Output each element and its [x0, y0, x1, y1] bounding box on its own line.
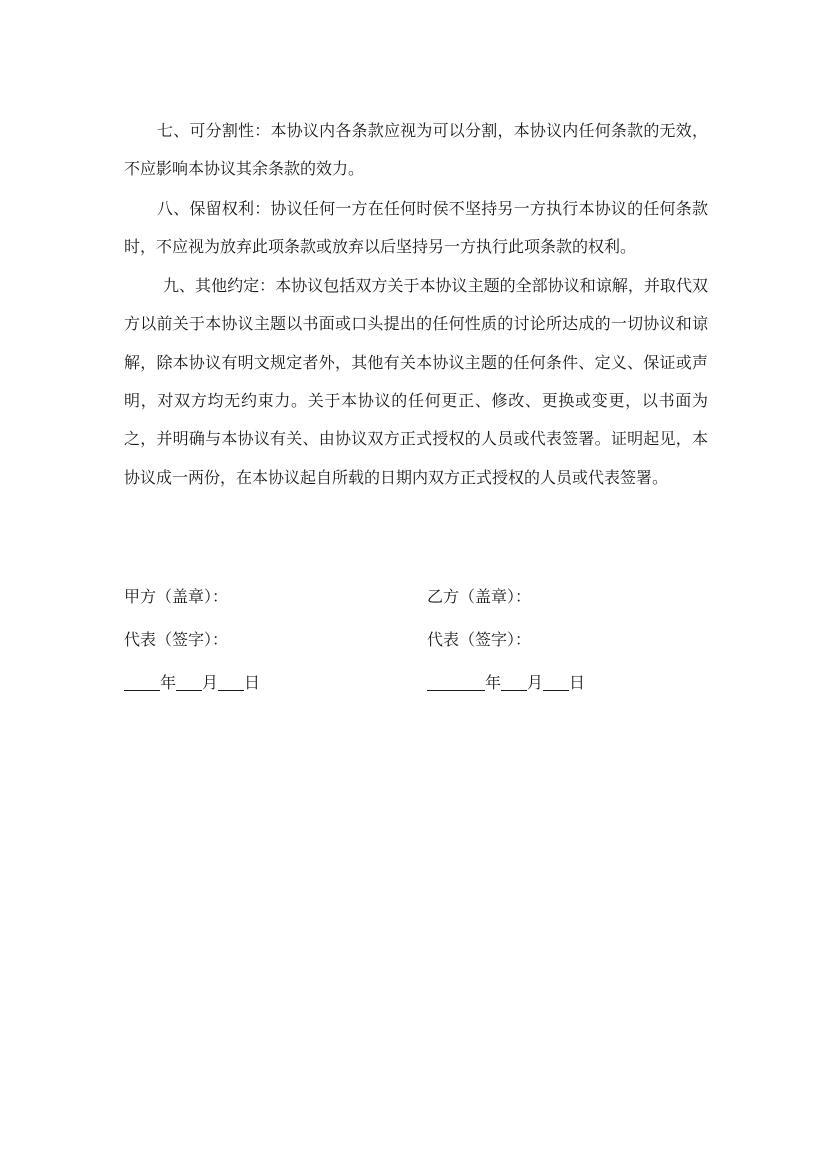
party-a-month-blank: [176, 672, 202, 691]
clause-seven: 七、可分割性：本协议内各条款应视为可以分割，本协议内任何条款的无效，不应影响本协议其余条款的效力。: [124, 121, 708, 179]
party-b-signature: [427, 578, 707, 707]
party-a-year-blank: [124, 672, 160, 691]
party-a-year-label: 年: [160, 673, 177, 692]
party-a-month-label: 月: [202, 673, 219, 692]
signature-block: [124, 578, 708, 718]
party-a-seal-label: 甲方（盖章）：: [124, 587, 229, 606]
party-b-date-line: [427, 664, 707, 707]
party-b-seal-label: 乙方（盖章）：: [427, 587, 532, 606]
party-b-year-label: 年: [485, 673, 502, 692]
party-b-month-label: 月: [527, 673, 544, 692]
party-b-year-blank: [427, 672, 485, 691]
party-b-month-blank: [501, 672, 527, 691]
party-a-date-line: [124, 664, 404, 707]
clauses-section: [124, 112, 708, 498]
party-a-day-blank: [218, 672, 244, 691]
party-b-day-blank: [543, 672, 569, 691]
party-b-day-label: 日: [569, 673, 586, 692]
party-b-rep-label: 代表（签字）：: [427, 630, 532, 649]
clause-nine: 九、其他约定：本协议包括双方关于本协议主题的全部协议和谅解，并取代双方以前关于本协议主题以书面或口头提出的任何性质的讨论所达成的一切协议和谅解，除本协议有明文规定者外，其他有关本协议主题的任何条件、定义、保证或声明，对双方均无约束力。关于本协议的任何更正、修改、更换或变更，以书面为之，并明确与本协议有关、由协议双方正式授权的人员或代表签署。证明起见，本协议成一两份，在本协议起自所载的日期内双方正式授权的人员或代表签署。: [124, 276, 708, 487]
party-a-rep-label: 代表（签字）：: [124, 630, 229, 649]
clause-eight: 八、保留权利：协议任何一方在任何时侯不坚持另一方执行本协议的任何条款时，不应视为放弃此项条款或放弃以后坚持另一方执行此项条款的权利。: [124, 198, 708, 256]
party-a-signature: [124, 578, 404, 707]
party-a-day-label: 日: [244, 673, 261, 692]
